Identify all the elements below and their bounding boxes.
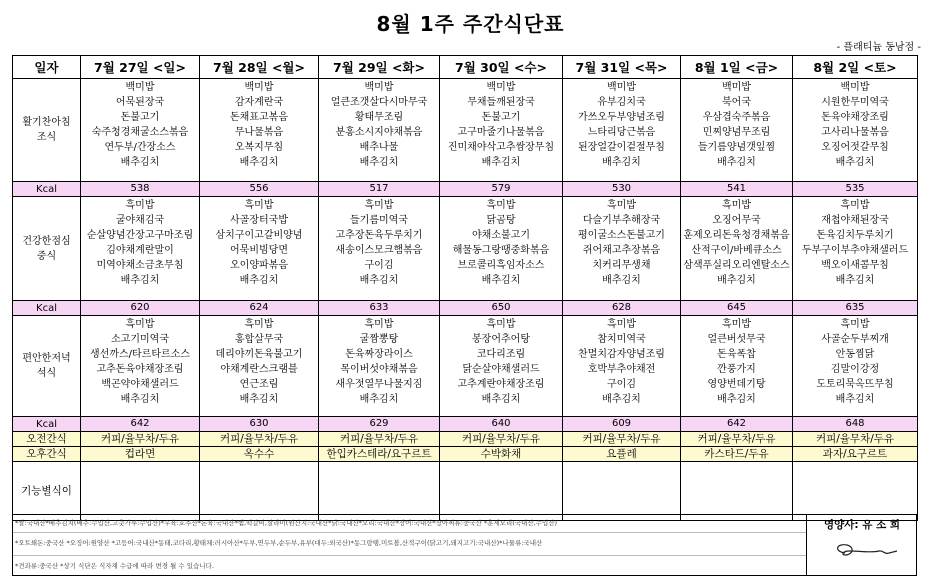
dish: 돈불고기	[120, 112, 160, 123]
day-header: 7월 30일 <수>	[440, 56, 563, 79]
dish: 구이김	[364, 260, 394, 271]
dish: 흑미밥	[840, 319, 870, 330]
dish-cell	[319, 316, 440, 417]
dish: 배추김치	[717, 275, 756, 286]
dish: 배추김치	[602, 394, 641, 405]
dish: 황태무조림	[354, 112, 404, 123]
dish-cell	[563, 316, 681, 417]
kcal-value: 530	[563, 182, 681, 197]
footer	[12, 514, 917, 576]
weekly-menu-table	[12, 55, 918, 521]
snack-item: 커피/율무차/두유	[319, 432, 440, 447]
dish: 우삼겹숙주볶음	[702, 112, 771, 123]
dish-cell	[563, 197, 681, 301]
dish: 배추김치	[835, 394, 875, 405]
kcal-value: 629	[319, 417, 440, 432]
kcal-label: Kcal	[13, 417, 81, 432]
snack-item: 커피/율무차/두유	[793, 432, 918, 447]
kcal-value: 579	[440, 182, 563, 197]
dish: 배추김치	[239, 394, 279, 405]
snack-item: 커피/율무차/두유	[200, 432, 319, 447]
snack-item: 컵라면	[81, 447, 200, 462]
meal-label-line: 조식	[36, 132, 57, 143]
dish: 소고기미역국	[111, 334, 169, 345]
snack-label: 오전간식	[13, 432, 81, 447]
dish-cell	[200, 79, 319, 182]
dish: 된장얼갈이겉절무침	[578, 142, 665, 153]
dish: 백미밥	[722, 82, 751, 93]
dish: 흑미밥	[840, 200, 870, 211]
dish: 흑미밥	[486, 200, 516, 211]
dish: 배추김치	[602, 275, 641, 286]
dish: 가쓰오두부양념조림	[578, 112, 665, 123]
dish: 흑미밥	[244, 200, 274, 211]
meal-label	[13, 316, 81, 417]
snack-item: 옥수수	[200, 447, 319, 462]
dish: 진미채야삭고추쌈장무침	[447, 142, 555, 153]
meal-label-line: 편안한저녁	[22, 353, 71, 364]
dish: 김야채계란말이	[106, 245, 174, 256]
dish: 배추김치	[239, 157, 279, 168]
kcal-row	[13, 417, 918, 432]
dish: 어묵비빔당면	[230, 245, 288, 256]
kcal-value: 535	[793, 182, 918, 197]
day-header: 8월 2일 <토>	[793, 56, 918, 79]
meal-label	[13, 197, 81, 301]
kcal-value: 609	[563, 417, 681, 432]
dish-cell	[81, 316, 200, 417]
dietitian-name: 영양사: 유 소 희	[823, 519, 901, 531]
dish: 돈육폭찹	[717, 349, 756, 360]
dish: 배추김치	[359, 157, 399, 168]
meal-label	[13, 79, 81, 182]
dish: 호박부추야채전	[587, 364, 656, 375]
dish: 해물동그랑땡중화볶음	[452, 245, 550, 256]
dish: 배추김치	[717, 394, 756, 405]
kcal-value: 633	[319, 301, 440, 316]
dish: 배추김치	[835, 157, 875, 168]
dish: 돈육짜장라이스	[345, 349, 413, 360]
meal-label-line: 석식	[36, 368, 57, 379]
branch-name: - 플래티늄 동남점 -	[836, 42, 921, 53]
dish: 흑미밥	[125, 200, 155, 211]
dish: 홍합살무국	[234, 334, 284, 345]
dish: 흑미밥	[364, 200, 394, 211]
dish: 흑미밥	[722, 319, 751, 330]
functional-diet-label: 기능별식이	[13, 462, 81, 521]
dish-cell	[200, 197, 319, 301]
kcal-value: 517	[319, 182, 440, 197]
dish: 들기름양념갯잎찜	[697, 142, 776, 153]
dish-cell	[793, 79, 918, 182]
dish: 사골장터국밥	[230, 215, 288, 226]
dish: 굴야채김국	[115, 215, 165, 226]
dish: 배추김치	[120, 157, 160, 168]
dish: 야채계란스크램블	[220, 364, 298, 375]
dish-cell	[563, 79, 681, 182]
dish: 배추나물	[359, 142, 399, 153]
dish: 삼색푸실리오리엔탈소스	[683, 260, 790, 271]
header-row	[13, 56, 918, 79]
dish-cell	[440, 316, 563, 417]
day-header: 7월 29일 <화>	[319, 56, 440, 79]
kcal-value: 642	[681, 417, 793, 432]
dish: 두부구이부추야채샐러드	[801, 245, 909, 256]
dish: 다슬기부추해장국	[582, 215, 661, 226]
dish-cell	[319, 197, 440, 301]
dish: 오징어무국	[712, 215, 761, 226]
dish: 새우젓열무나물지짐	[335, 379, 423, 390]
dish: 오이양파볶음	[230, 260, 288, 271]
dish: 민찌양념무조림	[702, 127, 771, 138]
dish: 목이버섯야채볶음	[340, 364, 418, 375]
dish: 연근조림	[239, 379, 279, 390]
dish: 재첩야채된장국	[821, 215, 889, 226]
dish: 고구마줄기나물볶음	[457, 127, 545, 138]
dish: 배추김치	[717, 157, 756, 168]
day-header: 7월 28일 <월>	[200, 56, 319, 79]
dish: 깐풍가지	[717, 364, 756, 375]
snack-item: 카스타드/두유	[681, 447, 793, 462]
snack-item: 수박화채	[440, 447, 563, 462]
kcal-value: 640	[440, 417, 563, 432]
origin-note: *오트쇄돈:중국산 *오징어:원양산 *고등어:국내산*동태,코다리,황태채:러시아산*두부,연두부,순두부,유부(대두:외국산)*동그랑땡,미트볼,산적구이(닭고기,돼지고기:국내산)*나물류:국내산	[15, 539, 543, 547]
dish: 배추김치	[239, 275, 279, 286]
kcal-value: 650	[440, 301, 563, 316]
dish: 어묵된장국	[115, 97, 165, 108]
dish: 삼치구이고갈비양념	[215, 230, 303, 241]
dish: 백미밥	[244, 82, 274, 93]
kcal-row	[13, 182, 918, 197]
kcal-value: 538	[81, 182, 200, 197]
dish: 흑미밥	[244, 319, 274, 330]
snack-item: 커피/율무차/두유	[440, 432, 563, 447]
dish: 배추김치	[120, 275, 160, 286]
functional-diet-cell	[563, 462, 681, 521]
kcal-value: 628	[563, 301, 681, 316]
dish: 닭곰탕	[486, 215, 516, 226]
dish: 미역야채소금초무침	[96, 260, 184, 271]
kcal-value: 635	[793, 301, 918, 316]
dish: 쥐어채고추장볶음	[582, 245, 661, 256]
functional-diet-cell	[319, 462, 440, 521]
dish: 무나물볶음	[234, 127, 284, 138]
dish: 흑미밥	[722, 200, 751, 211]
dish: 생선까스/타르타르소스	[90, 349, 190, 360]
dish: 오징어젓갈무침	[821, 142, 889, 153]
dish: 분홍소시지야채볶음	[335, 127, 423, 138]
origin-notes	[13, 515, 807, 575]
dish: 구이김	[607, 379, 636, 390]
day-header: 7월 27일 <일>	[81, 56, 200, 79]
dish: 평이굴소스돈불고기	[578, 230, 665, 241]
dish: 백미밥	[607, 82, 636, 93]
functional-diet-row	[13, 462, 918, 521]
kcal-value: 642	[81, 417, 200, 432]
dish: 유부김치국	[597, 97, 646, 108]
kcal-label: Kcal	[13, 301, 81, 316]
dish: 김말이강정	[830, 364, 880, 375]
dish: 들기름미역국	[350, 215, 408, 226]
origin-note: *쌀:국내산*배추김치(배추:수입산,고춧가루:수입산)*우육:호주산*돈육:국내산*햄,떡갈비,살라미(원산지:국내산*닭:국내산*오리:국내산*장어:국내산*장아찌류:중국산 *훈제오리(국내산,수입산)	[15, 519, 558, 527]
dish-cell	[81, 197, 200, 301]
kcal-value: 630	[200, 417, 319, 432]
kcal-value: 624	[200, 301, 319, 316]
dish: 무채들깨된장국	[467, 97, 535, 108]
dish: 배추김치	[359, 394, 399, 405]
snack-row	[13, 447, 918, 462]
dish: 돈육야채장조림	[821, 112, 889, 123]
snack-item: 커피/율무차/두유	[681, 432, 793, 447]
dish: 북어국	[722, 97, 751, 108]
dish: 돈불고기	[481, 112, 521, 123]
meal-row	[13, 79, 918, 182]
dish-cell	[440, 79, 563, 182]
dish: 흑미밥	[125, 319, 155, 330]
day-header: 8월 1일 <금>	[681, 56, 793, 79]
functional-diet-cell	[81, 462, 200, 521]
dish: 백오이새콤무침	[821, 260, 889, 271]
meal-label-line: 활기찬아침	[22, 117, 71, 128]
functional-diet-cell	[440, 462, 563, 521]
dish: 느타리당근볶음	[587, 127, 656, 138]
dish: 배추김치	[120, 394, 160, 405]
kcal-label: Kcal	[13, 182, 81, 197]
snack-row	[13, 432, 918, 447]
functional-diet-cell	[793, 462, 918, 521]
kcal-value: 541	[681, 182, 793, 197]
functional-diet-cell	[200, 462, 319, 521]
functional-diet-cell	[681, 462, 793, 521]
meal-label-line: 중식	[36, 250, 57, 262]
dish: 돈육김치두루치기	[816, 230, 894, 241]
dish: 순살양념간장고구마조림	[86, 230, 194, 241]
snack-item: 커피/율무차/두유	[81, 432, 200, 447]
meal-label-line: 건강한점심	[22, 235, 71, 247]
dish-cell	[440, 197, 563, 301]
dish: 돈채표고볶음	[230, 112, 288, 123]
meal-row	[13, 316, 918, 417]
snack-item: 요플레	[563, 447, 681, 462]
dish: 연두부/간장소스	[104, 142, 176, 153]
dish: 배추김치	[481, 275, 521, 286]
dish: 참치미역국	[597, 334, 646, 345]
snack-item: 커피/율무차/두유	[563, 432, 681, 447]
dish: 고추돈육야채장조림	[96, 364, 184, 375]
dish: 배추김치	[359, 275, 399, 286]
dish: 배추김치	[481, 394, 521, 405]
kcal-row	[13, 301, 918, 316]
dish: 찬멸치감자양념조림	[578, 349, 665, 360]
dish: 사골순두부찌개	[821, 334, 889, 345]
dish-cell	[793, 316, 918, 417]
date-column-label: 일자	[13, 56, 81, 79]
dish: 백미밥	[840, 82, 870, 93]
dish: 백미밥	[125, 82, 155, 93]
dish: 고사리나물볶음	[821, 127, 889, 138]
dish: 새송이스모크햄볶음	[335, 245, 423, 256]
dish-cell	[319, 79, 440, 182]
day-header: 7월 31일 <목>	[563, 56, 681, 79]
dish-cell	[81, 79, 200, 182]
signature-box	[807, 515, 917, 575]
origin-note: *견과류:중국산 *상기 식단은 식자재 수급에 따라 변경 될 수 있습니다.	[15, 562, 214, 570]
dish-cell	[681, 79, 793, 182]
dish: 배추김치	[481, 157, 521, 168]
meal-row	[13, 197, 918, 301]
dish: 굴짬뽕탕	[359, 334, 399, 345]
page-title: 8월 1주 주간식단표	[376, 12, 565, 36]
snack-item: 과자/요구르트	[793, 447, 918, 462]
dish: 시원한무미역국	[821, 97, 889, 108]
dish: 백미밥	[486, 82, 516, 93]
dish: 얼큰조갯살다시마무국	[330, 97, 428, 108]
dish: 고추장돈육두루치기	[335, 230, 423, 241]
dish-cell	[681, 316, 793, 417]
dish: 배추김치	[602, 157, 641, 168]
dish: 백미밥	[364, 82, 394, 93]
dish: 영양번데기탕	[707, 379, 766, 390]
dish-cell	[200, 316, 319, 417]
kcal-value: 620	[81, 301, 200, 316]
signature-image	[831, 537, 901, 563]
dish: 브로콜리흑임자소스	[457, 260, 545, 271]
dish: 도토리묵옥뜨무침	[816, 379, 894, 390]
dish: 배추김치	[835, 275, 875, 286]
dish-cell	[681, 197, 793, 301]
dish: 흑미밥	[486, 319, 516, 330]
dish-cell	[793, 197, 918, 301]
snack-item: 한입카스테라/요구르트	[319, 447, 440, 462]
dish: 백곤약야채샐러드	[101, 379, 179, 390]
dish: 흑미밥	[607, 200, 636, 211]
kcal-value: 645	[681, 301, 793, 316]
dish: 고추계란야채장조림	[457, 379, 545, 390]
dish: 닭순살야채샐러드	[462, 364, 540, 375]
dish: 봉장어추어탕	[472, 334, 530, 345]
dish: 치커리무생채	[592, 260, 651, 271]
dish: 코다리조림	[476, 349, 526, 360]
snack-label: 오후간식	[13, 447, 81, 462]
dish: 훈제오리돈육청경채볶음	[683, 230, 790, 241]
dish: 감자계란국	[234, 97, 284, 108]
dish: 얼큰버섯무국	[707, 334, 766, 345]
dish: 숙주청경채굴소스볶음	[91, 127, 189, 138]
dish: 흑미밥	[364, 319, 394, 330]
dish: 안동찜닭	[835, 349, 875, 360]
dish: 흑미밥	[607, 319, 636, 330]
dish: 야채소불고기	[472, 230, 530, 241]
dish: 산적구이/바베큐소스	[691, 245, 782, 256]
kcal-value: 648	[793, 417, 918, 432]
dish: 데리야끼돈육불고기	[215, 349, 303, 360]
kcal-value: 556	[200, 182, 319, 197]
dish: 오복지무침	[234, 142, 284, 153]
